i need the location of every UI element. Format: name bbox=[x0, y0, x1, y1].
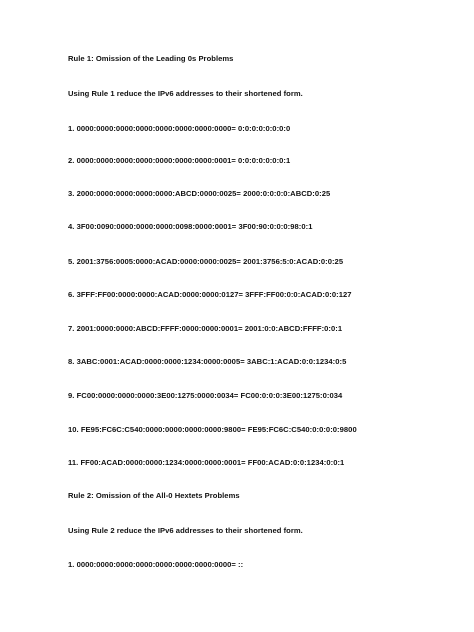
rule1-problem-7: 7. 2001:0000:0000:ABCD:FFFF:0000:0000:0001= 2001:0:0:ABCD:FFFF:0:0:1 bbox=[68, 324, 343, 333]
rule1-problem-5: 5. 2001:3756:0005:0000:ACAD:0000:0000:0025= 2001:3756:5:0:ACAD:0:0:25 bbox=[68, 257, 344, 266]
rule2-instruction: Using Rule 2 reduce the IPv6 addresses to their shortened form. bbox=[68, 526, 303, 535]
rule1-problem-2: 2. 0000:0000:0000:0000:0000:0000:0000:0001= 0:0:0:0:0:0:0:1 bbox=[68, 156, 291, 165]
rule1-problem-10: 10. FE95:FC6C:C540:0000:0000:0000:0000:9800= FE95:FC6C:C540:0:0:0:0:9800 bbox=[68, 425, 357, 434]
rule1-problem-4: 4. 3F00:0090:0000:0000:0000:0098:0000:0001= 3F00:90:0:0:0:98:0:1 bbox=[68, 222, 313, 231]
rule2-heading: Rule 2: Omission of the All-0 Hextets Problems bbox=[68, 491, 240, 500]
rule1-problem-8: 8. 3ABC:0001:ACAD:0000:0000:1234:0000:0005= 3ABC:1:ACAD:0:0:1234:0:5 bbox=[68, 357, 347, 366]
rule1-problem-11: 11. FF00:ACAD:0000:0000:1234:0000:0000:0001= FF00:ACAD:0:0:1234:0:0:1 bbox=[68, 458, 345, 467]
rule1-instruction: Using Rule 1 reduce the IPv6 addresses to their shortened form. bbox=[68, 89, 303, 98]
rule1-problem-1: 1. 0000:0000:0000:0000:0000:0000:0000:0000= 0:0:0:0:0:0:0:0 bbox=[68, 124, 291, 133]
rule2-problem-1: 1. 0000:0000:0000:0000:0000:0000:0000:0000= :: bbox=[68, 560, 244, 569]
rule1-problem-9: 9. FC00:0000:0000:0000:3E00:1275:0000:0034= FC00:0:0:0:3E00:1275:0:034 bbox=[68, 391, 343, 400]
rule1-heading: Rule 1: Omission of the Leading 0s Problems bbox=[68, 54, 234, 63]
rule1-problem-3: 3. 2000:0000:0000:0000:0000:ABCD:0000:0025= 2000:0:0:0:0:ABCD:0:25 bbox=[68, 189, 331, 198]
rule1-problem-6: 6. 3FFF:FF00:0000:0000:ACAD:0000:0000:0127= 3FFF:FF00:0:0:ACAD:0:0:127 bbox=[68, 290, 352, 299]
